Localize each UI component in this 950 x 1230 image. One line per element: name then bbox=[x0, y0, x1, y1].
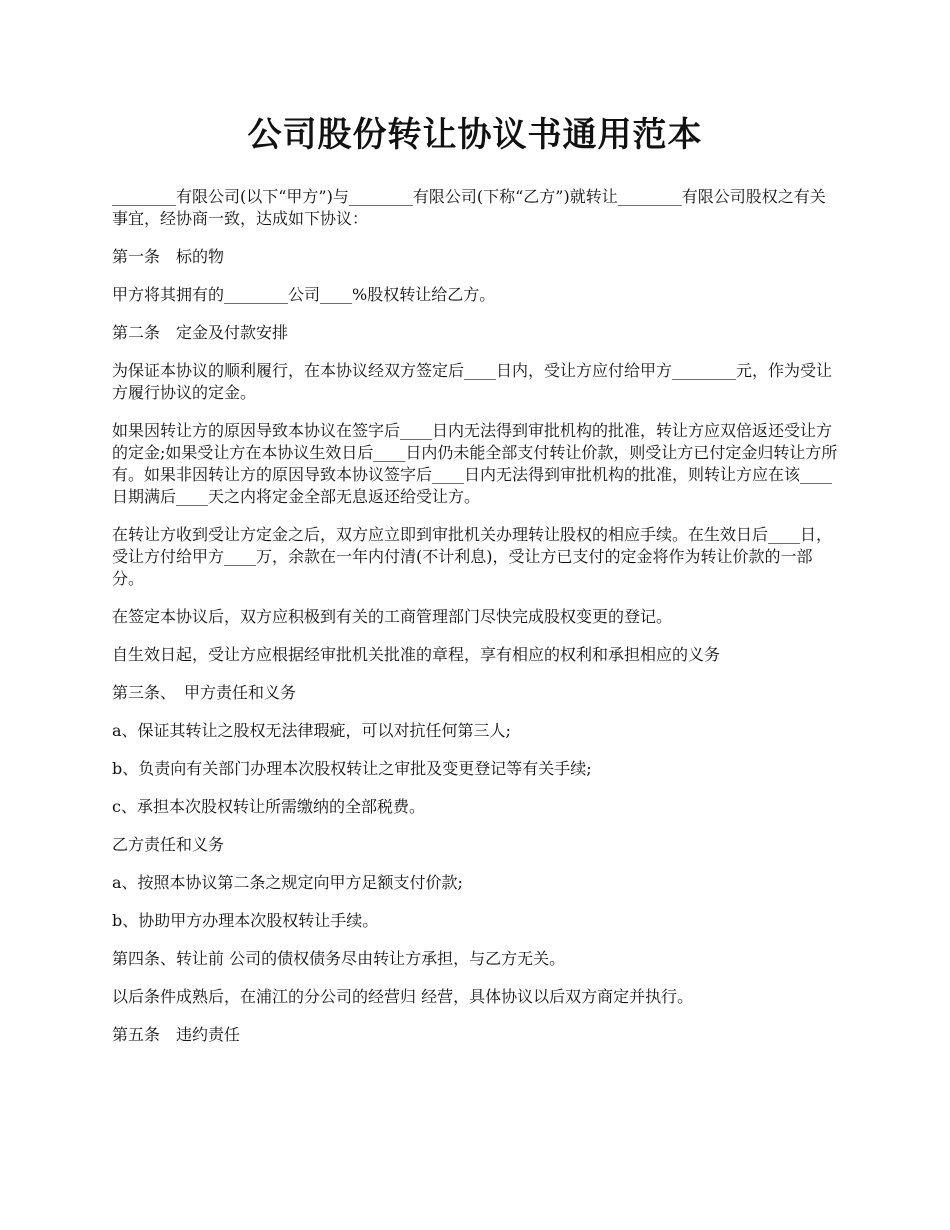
article-1-body: 甲方将其拥有的________公司____%股权转让给乙方。 bbox=[112, 285, 496, 304]
party-a-duty-a: a、保证其转让之股权无法律瑕疵，可以对抗任何第三人; bbox=[112, 721, 511, 740]
article-2-deposit: 为保证本协议的顺利履行，在本协议经双方签定后____日内，受让方应付给甲方________元，作为受让方履行协议的定金。 bbox=[112, 361, 833, 402]
article-2-heading: 第二条 定金及付款安排 bbox=[112, 323, 289, 342]
article-2-payment: 在转让方收到受让方定金之后，双方应立即到审批机关办理转让股权的相应手续。在生效日后____日，受让方付给甲方____万，余款在一年内付清(不计利息)，受让方已支付的定金将作为转让价款的一部分。 bbox=[112, 525, 833, 588]
intro-paragraph: ________有限公司(以下“甲方”)与________有限公司(下称“乙方”)就转让________有限公司股权之有关事宜，经协商一致，达成如下协议： bbox=[112, 187, 826, 228]
article-2-approval: 如果因转让方的原因导致本协议在签字后____日内无法得到审批机构的批准，转让方应双倍返还受让方的定金;如果受让方在本协议生效日后____日内仍未能全部支付转让价款，则受让方已付定金归转让方所有。如果非因转让方的原因导致本协议签字后____日内无法得到审批机构的批准，则转让方应在该____日期满后____天之内将定金全部无息返还给受让方。 bbox=[112, 421, 838, 506]
party-a-duty-c: c、承担本次股权转让所需缴纳的全部税费。 bbox=[112, 797, 425, 816]
article-2-rights: 自生效日起，受让方应根据经审批机关批准的章程，享有相应的权利和承担相应的义务 bbox=[112, 645, 721, 664]
article-5-heading: 第五条 违约责任 bbox=[112, 1025, 241, 1044]
party-a-duty-b: b、负责向有关部门办理本次股权转让之审批及变更登记等有关手续; bbox=[112, 759, 592, 778]
article-3-heading: 第三条、 甲方责任和义务 bbox=[112, 683, 297, 702]
party-b-duty-a: a、按照本协议第二条之规定向甲方足额支付价款; bbox=[112, 873, 463, 892]
article-4-body: 第四条、转让前 公司的债权债务尽由转让方承担，与乙方无关。 bbox=[112, 949, 566, 968]
branch-operation-note: 以后条件成熟后，在浦江的分公司的经营归 经营，具体协议以后双方商定并执行。 bbox=[112, 987, 694, 1006]
party-b-heading: 乙方责任和义务 bbox=[112, 835, 225, 854]
article-2-registration: 在签定本协议后，双方应积极到有关的工商管理部门尽快完成股权变更的登记。 bbox=[112, 607, 673, 626]
article-1-heading: 第一条 标的物 bbox=[112, 247, 225, 266]
party-b-duty-b: b、协助甲方办理本次股权转让手续。 bbox=[112, 911, 379, 930]
document-title: 公司股份转让协议书通用范本 bbox=[247, 115, 703, 155]
